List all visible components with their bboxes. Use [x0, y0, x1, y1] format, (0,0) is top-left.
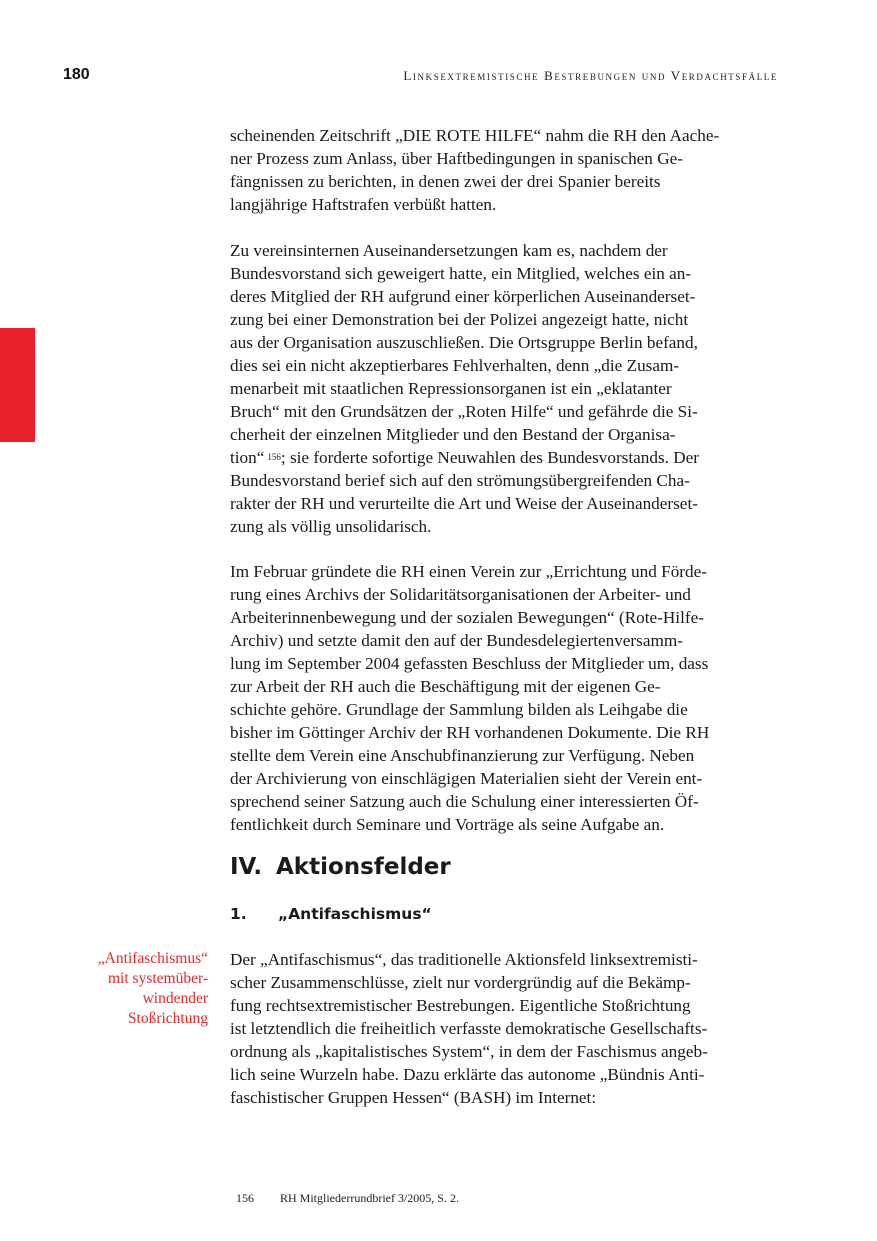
footnote-text: RH Mitgliederrundbrief 3/2005, S. 2.	[280, 1191, 459, 1205]
margin-note-line: windender	[142, 990, 208, 1007]
text-line: der Archivierung von einschlägigen Materialien sieht der Verein ent-	[230, 769, 703, 788]
margin-note-line: Stoßrichtung	[127, 1010, 208, 1027]
text-line: zur Arbeit der RH auch die Beschäftigung mit der eigenen Ge-	[230, 677, 661, 696]
paragraph-3	[230, 560, 780, 836]
text-line: lung im September 2004 gefassten Beschluss der Mitglieder um, dass	[230, 654, 709, 673]
footnote	[236, 1191, 459, 1206]
text-line: deres Mitglied der RH aufgrund einer körperlichen Auseinanderset-	[230, 287, 696, 306]
text-line: schichte gehöre. Grundlage der Sammlung bilden als Leihgabe die	[230, 700, 688, 719]
text-line: Bundesvorstand berief sich auf den strömungsübergreifenden Cha-	[230, 471, 690, 490]
text-line: Bruch“ mit den Grundsätzen der „Roten Hilfe“ und gefährde die Si-	[230, 402, 698, 421]
text-line: Bundesvorstand sich geweigert hatte, ein Mitglied, welches ein an-	[230, 264, 692, 283]
text-line: Archiv) und setzte damit den auf der Bundesdelegiertenversamm-	[230, 631, 683, 650]
text-fragment: ; sie forderte sofortige Neuwahlen des Bundesvorstands. Der	[280, 448, 699, 467]
text-line: faschistischer Gruppen Hessen“ (BASH) im Internet:	[230, 1088, 597, 1107]
section-number: IV.	[230, 854, 263, 880]
text-line: aus der Organisation auszuschließen. Die Ortsgruppe Berlin befand,	[230, 333, 698, 352]
text-line: fung rechtsextremistischer Bestrebungen. Eigentliche Stoßrichtung	[230, 996, 691, 1015]
text-line: Im Februar gründete die RH einen Verein zur „Errichtung und Förde-	[230, 562, 707, 581]
paragraph-1	[230, 124, 780, 216]
text-line: Der „Antifaschismus“, das traditionelle Aktionsfeld linksextremisti-	[230, 950, 698, 969]
text-line: zung bei einer Demonstration bei der Polizei angezeigt hatte, nicht	[230, 310, 689, 329]
text-line: ist letztendlich die freiheitlich verfasste demokratische Gesellschafts-	[230, 1019, 708, 1038]
chapter-thumb-tab	[0, 328, 35, 442]
text-line: sprechend seiner Satzung auch die Schulung einer interessierten Öf-	[230, 792, 699, 811]
subsection-title: „Antifaschismus“	[278, 905, 432, 923]
text-line: ordnung als „kapitalistisches System“, in dem der Faschismus angeb-	[230, 1042, 708, 1061]
text-line: lich seine Wurzeln habe. Dazu erklärte das autonome „Bündnis Anti-	[230, 1065, 705, 1084]
margin-note-line: „Antifaschismus“	[97, 950, 208, 967]
section-title: Aktionsfelder	[276, 854, 451, 880]
text-line: dies sei ein nicht akzeptierbares Fehlverhalten, denn „die Zusam-	[230, 356, 680, 375]
text-line: ner Prozess zum Anlass, über Haftbedingungen in spanischen Ge-	[230, 149, 683, 168]
text-line-with-footnote	[230, 446, 780, 469]
subsection-heading	[230, 905, 432, 923]
text-line: Zu vereinsinternen Auseinandersetzungen kam es, nachdem der	[230, 241, 668, 260]
text-line: fentlichkeit durch Seminare und Vorträge als seine Aufgabe an.	[230, 815, 665, 834]
text-line: rung eines Archivs der Solidaritätsorganisationen der Arbeiter- und	[230, 585, 691, 604]
paragraph-4	[230, 948, 780, 1109]
footnote-reference[interactable]: 156	[267, 452, 281, 462]
margin-note-line: mit systemüber-	[108, 970, 208, 987]
margin-note	[60, 949, 208, 1029]
text-line: stellte dem Verein eine Anschubfinanzierung zur Verfügung. Neben	[230, 746, 695, 765]
text-fragment: tion“	[230, 448, 265, 467]
text-line: rakter der RH und verurteilte die Art und Weise der Auseinanderset-	[230, 494, 698, 513]
running-title: Linksextremistische Bestrebungen und Verdachtsfälle	[403, 68, 778, 83]
text-line: cherheit der einzelnen Mitglieder und den Bestand der Organisa-	[230, 425, 676, 444]
text-line: fängnissen zu berichten, in denen zwei der drei Spanier bereits	[230, 172, 661, 191]
page-number: 180	[63, 66, 90, 83]
text-line: bisher im Göttinger Archiv der RH vorhandenen Dokumente. Die RH	[230, 723, 710, 742]
subsection-number: 1.	[230, 905, 247, 923]
paragraph-2	[230, 239, 780, 538]
text-line: scher Zusammenschlüsse, zielt nur vordergründig auf die Bekämp-	[230, 973, 691, 992]
text-line: scheinenden Zeitschrift „DIE ROTE HILFE“ nahm die RH den Aache-	[230, 126, 720, 145]
footnote-number: 156	[236, 1191, 254, 1205]
section-heading	[230, 854, 451, 880]
text-line: zung als völlig unsolidarisch.	[230, 517, 432, 536]
text-line: langjährige Haftstrafen verbüßt hatten.	[230, 195, 497, 214]
text-line: menarbeit mit staatlichen Repressionsorganen ist ein „eklatanter	[230, 379, 672, 398]
text-line: Arbeiterinnenbewegung und der sozialen Bewegungen“ (Rote-Hilfe-	[230, 608, 704, 627]
